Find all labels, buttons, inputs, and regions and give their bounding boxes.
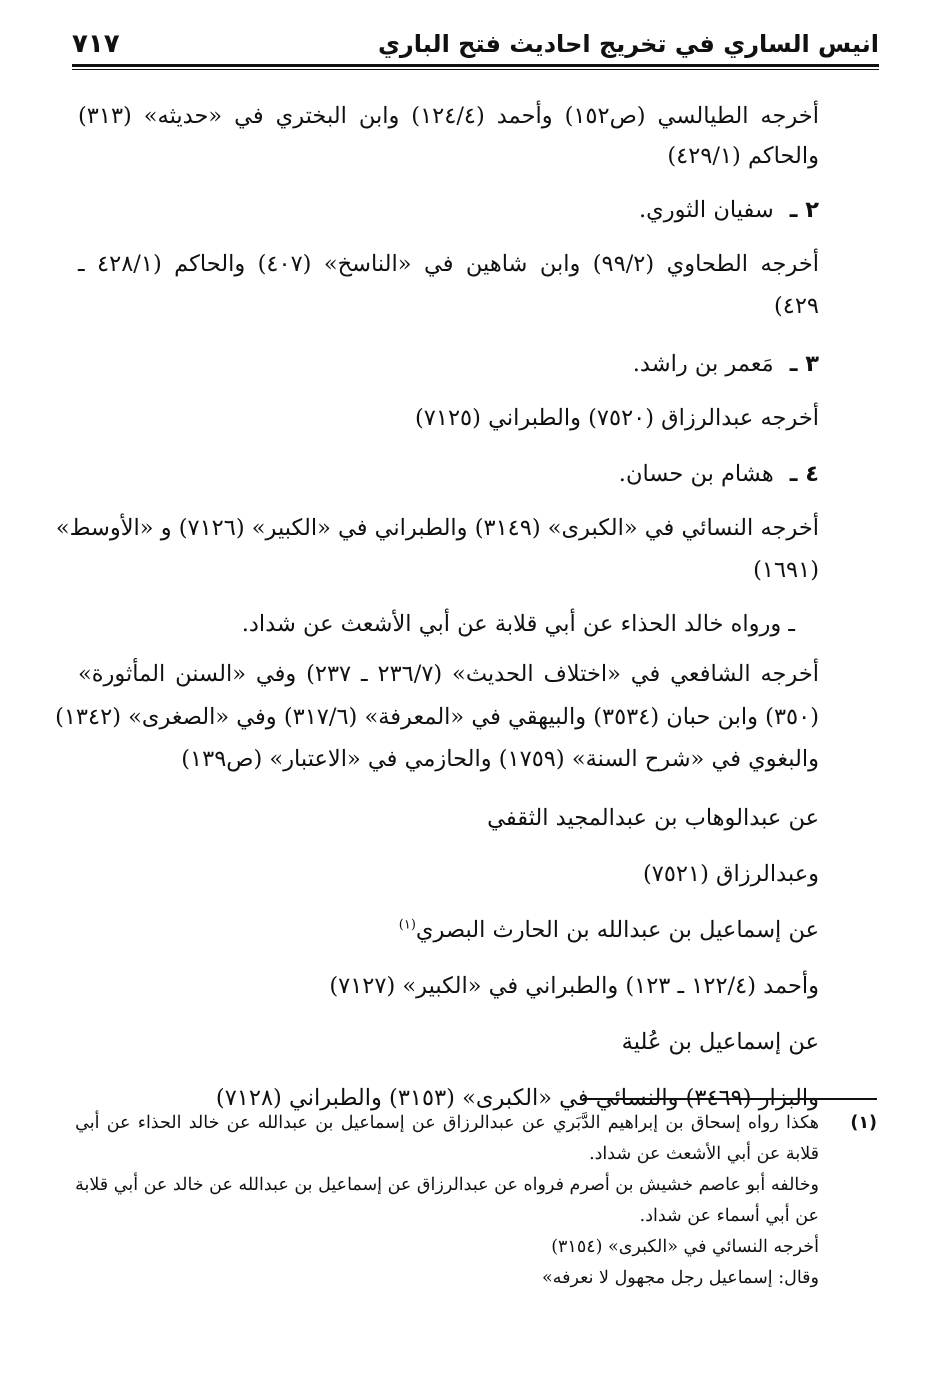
page-number: ٧١٧ — [72, 29, 120, 59]
header-rule — [72, 64, 879, 67]
text-line: عن عبدالوهاب بن عبدالمجيد الثقفي — [487, 805, 819, 831]
footnote-reference: (١) — [398, 917, 416, 933]
text-line: أخرجه النسائي في «الكبرى» (٣١٤٩) والطبراني في «الكبير» (٧١٢٦) و «الأوسط» — [55, 515, 819, 541]
text-line: والبزار (٣٤٦٩) والنسائي في «الكبرى» (٣١٥٣) والطبراني (٧١٢٨) — [215, 1085, 819, 1111]
footnote-line: هكذا رواه إسحاق بن إبراهيم الدَّبَري عن عبدالرزاق عن إسماعيل بن عبدالله عن خالد الحذاء عن أبي — [75, 1113, 819, 1133]
text-line: ـ ورواه خالد الحذاء عن أبي قلابة عن أبي الأشعث عن شداد. — [241, 611, 795, 637]
footnote-body — [75, 1108, 819, 1294]
text-line: أخرجه الشافعي في «اختلاف الحديث» (٢٣٦/٧ ـ ٢٣٧) وفي «السنن المأثورة» — [78, 661, 819, 687]
page-header — [72, 18, 879, 64]
footnote-line: وخالفه أبو عاصم خشيش بن أصرم فرواه عن عبدالرزاق عن إسماعيل بن عبدالله عن خالد عن أبي قلابة — [75, 1175, 819, 1195]
footnotes — [75, 1108, 877, 1294]
text-line: أخرجه الطيالسي (ص١٥٢) وأحمد (١٢٤/٤) وابن البختري في «حديثه» (٣١٣) — [78, 103, 819, 129]
narrator-name: سفيان الثوري. — [639, 197, 774, 223]
text-line: ٤٢٩) — [773, 293, 819, 319]
text-line: (١٦٩١) — [753, 557, 819, 583]
text-line: (٣٥٠) وابن حبان (٣٥٣٤) والبيهقي في «المعرفة» (٣١٧/٦) وفي «الصغرى» (١٣٤٢) — [55, 704, 819, 730]
footnote-marker: (١) — [850, 1113, 877, 1133]
list-item — [78, 184, 819, 236]
list-item — [78, 448, 819, 500]
list-item — [78, 338, 819, 390]
text-line: أخرجه عبدالرزاق (٧٥٢٠) والطبراني (٧١٢٥) — [415, 405, 819, 431]
text-line: عن إسماعيل بن عُلية — [621, 1029, 819, 1055]
footnote-line: أخرجه النسائي في «الكبرى» (٣١٥٤) — [551, 1237, 819, 1257]
footnote-line: عن أبي أسماء عن شداد. — [639, 1206, 819, 1226]
text-line: وأحمد (١٢٢/٤ ـ ١٢٣) والطبراني في «الكبير» (٧١٢٧) — [329, 973, 819, 999]
footnote-line: وقال: إسماعيل رجل مجهول لا نعرفه» — [542, 1268, 819, 1288]
text-line — [78, 902, 819, 958]
narrator-text: عن إسماعيل بن عبدالله بن الحارث البصري — [415, 917, 819, 943]
narrator-name: هشام بن حسان. — [618, 461, 774, 487]
item-number: ٢ ـ — [789, 197, 819, 223]
text-line: وعبدالرزاق (٧٥٢١) — [642, 861, 819, 887]
footnote — [75, 1108, 877, 1294]
footnote-separator — [583, 1098, 877, 1100]
narrator-name: مَعمر بن راشد. — [632, 351, 774, 377]
running-title: انيس الساري في تخريج احاديث فتح الباري — [377, 30, 879, 58]
item-number: ٤ ـ — [789, 461, 819, 487]
main-text — [55, 88, 819, 1126]
text-line: أخرجه الطحاوي (٩٩/٢) وابن شاهين في «الناسخ» (٤٠٧) والحاكم (٤٢٨/١ ـ — [78, 251, 819, 277]
header-rule-thin — [72, 69, 879, 70]
text-line: والبغوي في «شرح السنة» (١٧٥٩) والحازمي في «الاعتبار» (ص١٣٩) — [181, 746, 819, 772]
footnote-line: قلابة عن أبي الأشعث عن شداد. — [589, 1144, 819, 1164]
text-line: والحاكم (٤٢٩/١) — [667, 143, 819, 169]
item-number: ٣ ـ — [789, 351, 819, 377]
